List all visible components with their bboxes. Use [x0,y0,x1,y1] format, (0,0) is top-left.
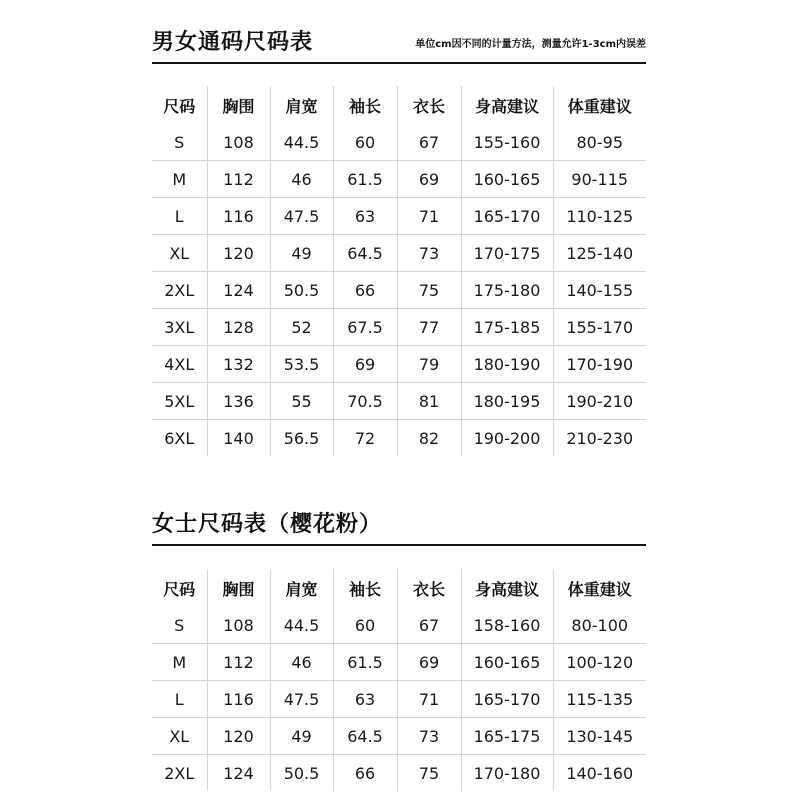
table-row [152,420,646,457]
value-cell: 71 [397,198,461,235]
value-cell: 108 [207,124,270,161]
value-cell: 210-230 [553,420,646,457]
men-section-header [152,26,646,64]
value-cell: 124 [207,272,270,309]
value-cell: 136 [207,383,270,420]
value-cell: 180-195 [461,383,553,420]
size-cell: 5XL [152,383,207,420]
value-cell: 60 [333,124,397,161]
value-cell: 124 [207,755,270,792]
table-row [152,681,646,718]
value-cell: 82 [397,420,461,457]
value-cell: 165-175 [461,718,553,755]
value-cell: 52 [270,309,333,346]
value-cell: 165-170 [461,681,553,718]
table-row [152,346,646,383]
value-cell: 49 [270,235,333,272]
value-cell: 53.5 [270,346,333,383]
table-row [152,161,646,198]
value-cell: 67.5 [333,309,397,346]
value-cell: 158-160 [461,607,553,644]
value-cell: 108 [207,607,270,644]
table-header-row [152,569,646,607]
value-cell: 63 [333,681,397,718]
value-cell: 73 [397,235,461,272]
value-cell: 60 [333,607,397,644]
value-cell: 90-115 [553,161,646,198]
value-cell: 120 [207,718,270,755]
value-cell: 56.5 [270,420,333,457]
value-cell: 140-160 [553,755,646,792]
table-row [152,124,646,161]
value-cell: 115-135 [553,681,646,718]
column-header: 胸围 [207,569,270,607]
table-row [152,235,646,272]
value-cell: 80-100 [553,607,646,644]
table-row [152,383,646,420]
value-cell: 61.5 [333,644,397,681]
size-cell: M [152,644,207,681]
column-header: 尺码 [163,96,196,116]
value-cell: 50.5 [270,755,333,792]
value-cell: 67 [397,124,461,161]
value-cell: 75 [397,272,461,309]
column-header: 体重建议 [553,86,646,124]
value-cell: 175-180 [461,272,553,309]
value-cell: 140 [207,420,270,457]
men-size-table [152,86,646,456]
value-cell: 67 [397,607,461,644]
value-cell: 81 [397,383,461,420]
table-row [152,309,646,346]
women-size-table [152,569,646,791]
value-cell: 46 [270,161,333,198]
table-row [152,272,646,309]
size-cell: M [152,161,207,198]
value-cell: 110-125 [553,198,646,235]
value-cell: 125-140 [553,235,646,272]
value-cell: 75 [397,755,461,792]
value-cell: 63 [333,198,397,235]
value-cell: 170-175 [461,235,553,272]
size-cell: XL [152,235,207,272]
value-cell: 64.5 [333,718,397,755]
value-cell: 64.5 [333,235,397,272]
men-section-title: 男女通码尺码表 [152,30,314,55]
table-row [152,755,646,792]
value-cell: 70.5 [333,383,397,420]
value-cell: 175-185 [461,309,553,346]
size-cell: 3XL [152,309,207,346]
size-cell: L [152,681,207,718]
value-cell: 180-190 [461,346,553,383]
size-cell: 2XL [164,763,195,783]
column-header: 袖长 [333,569,397,607]
value-cell: 66 [333,755,397,792]
value-cell: 50.5 [270,272,333,309]
value-cell: 71 [397,681,461,718]
column-header: 肩宽 [270,569,333,607]
value-cell: 55 [270,383,333,420]
table-row [152,607,646,644]
value-cell: 112 [207,644,270,681]
value-cell: 165-170 [461,198,553,235]
value-cell: 46 [270,644,333,681]
size-cell: XL [152,718,207,755]
size-cell: 4XL [152,346,207,383]
value-cell: 73 [397,718,461,755]
table-row [152,718,646,755]
column-header: 胸围 [207,86,270,124]
value-cell: 155-170 [553,309,646,346]
value-cell: 69 [397,644,461,681]
value-cell: 61.5 [333,161,397,198]
women-section-header [152,508,646,546]
column-header: 身高建议 [461,86,553,124]
value-cell: 160-165 [461,161,553,198]
women-section-title: 女士尺码表（樱花粉） [152,512,383,537]
value-cell: 160-165 [461,644,553,681]
value-cell: 44.5 [270,124,333,161]
value-cell: 66 [333,272,397,309]
value-cell: 116 [207,681,270,718]
column-header: 身高建议 [461,569,553,607]
value-cell: 112 [207,161,270,198]
column-header: 肩宽 [270,86,333,124]
value-cell: 170-190 [553,346,646,383]
value-cell: 77 [397,309,461,346]
table-row [152,644,646,681]
size-cell: S [152,607,207,644]
value-cell: 132 [207,346,270,383]
value-cell: 72 [333,420,397,457]
size-cell: S [152,124,207,161]
value-cell: 49 [270,718,333,755]
size-cell: 6XL [164,428,195,448]
value-cell: 190-200 [461,420,553,457]
value-cell: 120 [207,235,270,272]
value-cell: 170-180 [461,755,553,792]
column-header: 尺码 [163,579,196,599]
value-cell: 80-95 [553,124,646,161]
column-header: 衣长 [397,86,461,124]
measurement-note: 单位cm因不同的计量方法，测量允许1-3cm内误差 [415,39,646,50]
value-cell: 190-210 [553,383,646,420]
value-cell: 100-120 [553,644,646,681]
column-header: 衣长 [397,569,461,607]
value-cell: 130-145 [553,718,646,755]
value-cell: 47.5 [270,198,333,235]
value-cell: 128 [207,309,270,346]
size-cell: L [152,198,207,235]
value-cell: 69 [333,346,397,383]
value-cell: 47.5 [270,681,333,718]
size-cell: 2XL [152,272,207,309]
column-header: 袖长 [333,86,397,124]
column-header: 体重建议 [553,569,646,607]
value-cell: 140-155 [553,272,646,309]
table-header-row [152,86,646,124]
value-cell: 44.5 [270,607,333,644]
value-cell: 79 [397,346,461,383]
value-cell: 69 [397,161,461,198]
value-cell: 116 [207,198,270,235]
value-cell: 155-160 [461,124,553,161]
table-row [152,198,646,235]
